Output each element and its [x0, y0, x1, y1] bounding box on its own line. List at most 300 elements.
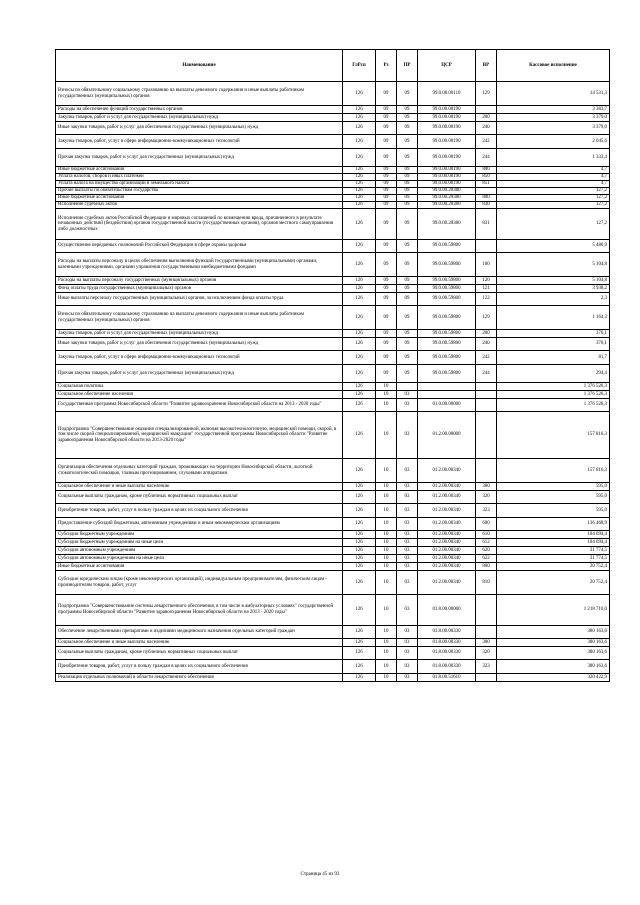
- cell-amount: 1 376 526,3: [497, 399, 610, 412]
- cell-amount: 104 694,4: [497, 539, 610, 547]
- table-row: [56, 253, 610, 277]
- cell-rz: 09: [376, 174, 397, 181]
- cell-name: Иные закупки товаров, работ и услуг для обеспечения государственных (муниципальных) нужд: [56, 122, 343, 135]
- cell-name: Предоставление субсидий бюджетным, автономным учреждениям и иным некоммерческим организациям: [56, 518, 343, 531]
- cell-grs: 126: [343, 167, 376, 174]
- cell-name: Закупка товаров, работ, услуг в сфере информационно-коммуникационных технологий: [56, 135, 343, 149]
- table-row: [56, 202, 610, 209]
- cell-name: Исполнение судебных актов: [56, 202, 343, 209]
- cell-name: Прочая закупка товаров, работ и услуг для государственных (муниципальных) нужд: [56, 149, 343, 167]
- cell-pr: 09: [397, 135, 418, 149]
- cell-name: Фонд оплаты труда государственных (муниципальных) органов: [56, 285, 343, 293]
- cell-pr: 03: [397, 412, 418, 459]
- table-row: [56, 82, 610, 106]
- cell-pr: 09: [397, 277, 418, 285]
- cell-name: Расходы на выплаты персоналу в целях обеспечения выполнения функций государственными (муниципальными) органами, казенными учреждениями, органами управления государственными внебюджетными фондами: [56, 253, 343, 277]
- cell-vr: [476, 399, 497, 412]
- table-row: [56, 174, 610, 181]
- cell-rz: 10: [376, 639, 397, 647]
- table-row: [56, 626, 610, 639]
- header-pr: ПР: [397, 50, 418, 82]
- table-row: [56, 391, 610, 399]
- cell-csr: 99.0.00.59800: [418, 240, 476, 253]
- cell-amount: 4,7: [497, 181, 610, 188]
- cell-csr: 01.2.00.00000: [418, 412, 476, 459]
- cell-pr: 09: [397, 240, 418, 253]
- cell-name: Субсидии юридическим лицам (кроме некоммерческих организаций), индивидуальным предпринимателям, физическим лицам - производителям товаров, работ, услуг: [56, 571, 343, 595]
- cell-name: Субсидии бюджетным учреждениям на иные цели: [56, 539, 343, 547]
- cell-vr: 242: [476, 135, 497, 149]
- cell-name: Закупка товаров, работ и услуг для государственных (муниципальных) нужд: [56, 114, 343, 122]
- cell-pr: 03: [397, 391, 418, 399]
- cell-name: Уплата налогов, сборов и иных платежей: [56, 174, 343, 181]
- cell-grs: 126: [343, 195, 376, 202]
- cell-vr: 323: [476, 504, 497, 518]
- header-row: [56, 50, 610, 82]
- table-row: [56, 491, 610, 504]
- cell-pr: 03: [397, 674, 418, 682]
- table-row: [56, 504, 610, 518]
- cell-csr: 99.0.00.59800: [418, 277, 476, 285]
- table-row: [56, 547, 610, 555]
- cell-vr: 810: [476, 571, 497, 595]
- cell-pr: 03: [397, 539, 418, 547]
- table-row: [56, 306, 610, 330]
- table-row: [56, 167, 610, 174]
- cell-vr: [476, 412, 497, 459]
- cell-vr: [476, 383, 497, 391]
- cell-grs: 126: [343, 626, 376, 639]
- table-row: [56, 285, 610, 293]
- budget-execution-table: [55, 49, 610, 682]
- cell-amount: 5 104,8: [497, 253, 610, 277]
- cell-vr: 320: [476, 647, 497, 660]
- cell-name: Приобретение товаров, работ, услуг в пользу граждан в целях их социального обеспечения: [56, 504, 343, 518]
- cell-rz: 10: [376, 647, 397, 660]
- cell-vr: 610: [476, 531, 497, 539]
- cell-csr: 01.2.00.00340: [418, 504, 476, 518]
- cell-grs: 126: [343, 174, 376, 181]
- cell-vr: 831: [476, 209, 497, 240]
- cell-grs: 126: [343, 571, 376, 595]
- cell-vr: 620: [476, 547, 497, 555]
- cell-csr: 01.2.00.00340: [418, 491, 476, 504]
- cell-pr: 03: [397, 626, 418, 639]
- cell-rz: 10: [376, 504, 397, 518]
- cell-pr: 09: [397, 114, 418, 122]
- cell-rz: 09: [376, 149, 397, 167]
- cell-csr: 99.0.00.00190: [418, 167, 476, 174]
- cell-amount: 81,7: [497, 351, 610, 365]
- cell-amount: 127,2: [497, 209, 610, 240]
- cell-vr: 240: [476, 338, 497, 351]
- cell-amount: 1 376 526,3: [497, 383, 610, 391]
- table-row: [56, 149, 610, 167]
- cell-rz: 09: [376, 82, 397, 106]
- cell-grs: 126: [343, 547, 376, 555]
- cell-amount: 127,2: [497, 195, 610, 202]
- cell-vr: 612: [476, 539, 497, 547]
- cell-amount: 1 333,4: [497, 149, 610, 167]
- cell-rz: 10: [376, 571, 397, 595]
- cell-grs: 126: [343, 240, 376, 253]
- cell-vr: 129: [476, 82, 497, 106]
- table-row: [56, 639, 610, 647]
- table-row: [56, 674, 610, 682]
- cell-rz: 10: [376, 518, 397, 531]
- cell-rz: 10: [376, 383, 397, 391]
- cell-amount: 157 816,3: [497, 459, 610, 483]
- cell-vr: 200: [476, 330, 497, 338]
- cell-grs: 126: [343, 399, 376, 412]
- cell-name: Социальные выплаты гражданам, кроме публичных нормативных социальных выплат: [56, 491, 343, 504]
- cell-rz: 09: [376, 167, 397, 174]
- cell-vr: 244: [476, 365, 497, 383]
- cell-pr: 03: [397, 518, 418, 531]
- cell-csr: 99.0.00.00190: [418, 106, 476, 114]
- cell-pr: 09: [397, 106, 418, 114]
- cell-grs: 126: [343, 518, 376, 531]
- cell-amount: 595,0: [497, 504, 610, 518]
- cell-grs: 126: [343, 306, 376, 330]
- table-row: [56, 122, 610, 135]
- cell-rz: 09: [376, 277, 397, 285]
- cell-csr: 99.0.00.20380: [418, 188, 476, 195]
- cell-vr: [476, 626, 497, 639]
- cell-grs: 126: [343, 330, 376, 338]
- cell-grs: 126: [343, 647, 376, 660]
- cell-rz: 09: [376, 330, 397, 338]
- table-row: [56, 563, 610, 571]
- cell-csr: 99.0.00.59800: [418, 338, 476, 351]
- cell-rz: 09: [376, 195, 397, 202]
- cell-pr: 09: [397, 365, 418, 383]
- cell-pr: 03: [397, 555, 418, 563]
- cell-csr: 99.0.00.00190: [418, 135, 476, 149]
- table-row: [56, 660, 610, 674]
- cell-amount: 380 163,6: [497, 647, 610, 660]
- cell-rz: 09: [376, 188, 397, 195]
- cell-grs: 126: [343, 563, 376, 571]
- cell-grs: 126: [343, 351, 376, 365]
- cell-amount: 2,3: [497, 293, 610, 306]
- header-grs: ГлРсп: [343, 50, 376, 82]
- cell-amount: 595,0: [497, 483, 610, 491]
- cell-csr: 99.0.00.20380: [418, 195, 476, 202]
- cell-vr: 800: [476, 167, 497, 174]
- cell-name: Обеспечение лекарственными препаратами и изделиями медицинского назначения отдельных категорий граждан: [56, 626, 343, 639]
- cell-amount: 595,0: [497, 491, 610, 504]
- cell-amount: 380 163,6: [497, 639, 610, 647]
- cell-rz: 09: [376, 122, 397, 135]
- cell-csr: 01.8.00.00330: [418, 647, 476, 660]
- cell-vr: 800: [476, 195, 497, 202]
- cell-grs: 126: [343, 114, 376, 122]
- cell-grs: 126: [343, 491, 376, 504]
- cell-vr: [476, 674, 497, 682]
- cell-name: Закупка товаров, работ, услуг в сфере информационно-коммуникационных технологий: [56, 351, 343, 365]
- cell-csr: 99.0.00.20380: [418, 209, 476, 240]
- cell-pr: 09: [397, 167, 418, 174]
- cell-rz: 10: [376, 547, 397, 555]
- cell-vr: 120: [476, 277, 497, 285]
- cell-vr: [476, 595, 497, 626]
- cell-pr: 09: [397, 338, 418, 351]
- cell-vr: 129: [476, 306, 497, 330]
- cell-csr: [418, 391, 476, 399]
- cell-csr: 99.0.00.20380: [418, 202, 476, 209]
- table-row: [56, 114, 610, 122]
- cell-grs: 126: [343, 555, 376, 563]
- cell-amount: 2 045,6: [497, 135, 610, 149]
- cell-name: Прочие выплаты по обязательствам государства: [56, 188, 343, 195]
- cell-rz: 10: [376, 674, 397, 682]
- cell-grs: 126: [343, 277, 376, 285]
- cell-vr: 121: [476, 285, 497, 293]
- cell-csr: 01.8.00.00000: [418, 595, 476, 626]
- cell-amount: 294,4: [497, 365, 610, 383]
- table-row: [56, 277, 610, 285]
- cell-amount: 4,7: [497, 167, 610, 174]
- cell-amount: 380 163,6: [497, 626, 610, 639]
- cell-rz: 10: [376, 555, 397, 563]
- cell-grs: 126: [343, 595, 376, 626]
- cell-pr: 03: [397, 660, 418, 674]
- cell-amount: 320 422,9: [497, 674, 610, 682]
- cell-amount: 3 383,7: [497, 106, 610, 114]
- cell-vr: 200: [476, 114, 497, 122]
- cell-vr: 300: [476, 483, 497, 491]
- table-row: [56, 539, 610, 547]
- cell-csr: 99.0.00.00110: [418, 82, 476, 106]
- cell-pr: 03: [397, 504, 418, 518]
- page-number: Страница 45 из 93: [300, 872, 340, 877]
- cell-vr: 242: [476, 351, 497, 365]
- cell-csr: 99.0.00.00190: [418, 114, 476, 122]
- cell-csr: 99.0.00.59800: [418, 253, 476, 277]
- cell-rz: 10: [376, 483, 397, 491]
- cell-vr: 851: [476, 181, 497, 188]
- cell-name: Расходы на обеспечение функций государственных органов: [56, 106, 343, 114]
- cell-pr: 03: [397, 571, 418, 595]
- cell-grs: 126: [343, 391, 376, 399]
- table-row: [56, 412, 610, 459]
- cell-grs: 126: [343, 209, 376, 240]
- cell-amount: 136 468,9: [497, 518, 610, 531]
- cell-csr: 01.8.00.51610: [418, 674, 476, 682]
- cell-rz: 09: [376, 338, 397, 351]
- cell-name: Социальное обеспечение и иные выплаты населению: [56, 483, 343, 491]
- cell-name: Иные бюджетные ассигнования: [56, 195, 343, 202]
- table-row: [56, 595, 610, 626]
- cell-name: Приобретение товаров, работ, услуг в пользу граждан в целях их социального обеспечения: [56, 660, 343, 674]
- cell-amount: 3 379,0: [497, 122, 610, 135]
- cell-pr: 03: [397, 547, 418, 555]
- cell-rz: 10: [376, 626, 397, 639]
- cell-vr: 850: [476, 174, 497, 181]
- cell-name: Иные бюджетные ассигнования: [56, 167, 343, 174]
- cell-pr: 03: [397, 639, 418, 647]
- cell-rz: 09: [376, 365, 397, 383]
- cell-pr: 09: [397, 285, 418, 293]
- cell-name: Социальная политика: [56, 383, 343, 391]
- cell-csr: 01.2.00.00340: [418, 539, 476, 547]
- cell-pr: 09: [397, 188, 418, 195]
- cell-amount: 1 218 710,0: [497, 595, 610, 626]
- table-row: [56, 209, 610, 240]
- cell-vr: 323: [476, 660, 497, 674]
- cell-vr: 800: [476, 563, 497, 571]
- cell-pr: 09: [397, 202, 418, 209]
- cell-vr: 122: [476, 293, 497, 306]
- cell-csr: 01.2.00.00340: [418, 531, 476, 539]
- cell-rz: 10: [376, 399, 397, 412]
- cell-rz: 10: [376, 531, 397, 539]
- cell-pr: 03: [397, 563, 418, 571]
- cell-amount: 5 104,8: [497, 277, 610, 285]
- cell-rz: 10: [376, 563, 397, 571]
- cell-grs: 126: [343, 338, 376, 351]
- cell-amount: 376,1: [497, 330, 610, 338]
- cell-rz: 09: [376, 135, 397, 149]
- cell-vr: [476, 391, 497, 399]
- cell-grs: 126: [343, 202, 376, 209]
- cell-name: Субсидии автономным учреждениям: [56, 547, 343, 555]
- cell-name: Организация обеспечения отдельных категорий граждан, проживающих на территории Новосибирской области, льготной стоматологической помощью, глазным протезированием, слуховыми аппаратами: [56, 459, 343, 483]
- cell-name: Иные выплаты персоналу государственных (муниципальных) органов, за исключением фонда оплаты труда: [56, 293, 343, 306]
- cell-grs: 126: [343, 82, 376, 106]
- cell-rz: 10: [376, 595, 397, 626]
- cell-csr: 01.0.00.00000: [418, 399, 476, 412]
- cell-name: Субсидии бюджетным учреждениям: [56, 531, 343, 539]
- table-row: [56, 383, 610, 391]
- cell-vr: [476, 106, 497, 114]
- cell-grs: 126: [343, 639, 376, 647]
- table-row: [56, 647, 610, 660]
- cell-amount: 31 774,5: [497, 547, 610, 555]
- table-body: [56, 82, 610, 682]
- cell-amount: 376,1: [497, 338, 610, 351]
- cell-name: Иные бюджетные ассигнования: [56, 563, 343, 571]
- cell-grs: 126: [343, 285, 376, 293]
- cell-pr: 09: [397, 253, 418, 277]
- cell-csr: 99.0.00.59800: [418, 365, 476, 383]
- cell-grs: 126: [343, 149, 376, 167]
- cell-pr: 09: [397, 351, 418, 365]
- cell-rz: 10: [376, 391, 397, 399]
- cell-name: Исполнение судебных актов Российской Федерации и мировых соглашений по возмещению вреда, причиненного в результате незаконных действий (бездействия) органов государственной власти (государственных органов), органов местного самоуправления либо должностных: [56, 209, 343, 240]
- cell-csr: 01.2.00.00340: [418, 547, 476, 555]
- cell-vr: 622: [476, 555, 497, 563]
- cell-amount: 1 164,3: [497, 306, 610, 330]
- header-name: Наименование: [56, 50, 343, 82]
- cell-csr: 01.8.00.00330: [418, 626, 476, 639]
- cell-vr: 244: [476, 149, 497, 167]
- cell-pr: 03: [397, 531, 418, 539]
- cell-amount: 3 938,2: [497, 285, 610, 293]
- cell-rz: 09: [376, 306, 397, 330]
- table-row: [56, 293, 610, 306]
- table-row: [56, 351, 610, 365]
- cell-name: Взносы по обязательному социальному страхованию на выплаты денежного содержания и иные выплаты работникам государственных (муниципальных) органов: [56, 82, 343, 106]
- cell-rz: 10: [376, 459, 397, 483]
- cell-csr: 01.8.00.00330: [418, 639, 476, 647]
- cell-csr: 01.2.00.00340: [418, 483, 476, 491]
- cell-name: Субсидии автономным учреждениям на иные цели: [56, 555, 343, 563]
- table-row: [56, 188, 610, 195]
- cell-grs: 126: [343, 365, 376, 383]
- table-row: [56, 555, 610, 563]
- cell-rz: 09: [376, 240, 397, 253]
- cell-pr: 09: [397, 293, 418, 306]
- cell-vr: 240: [476, 122, 497, 135]
- cell-grs: 126: [343, 539, 376, 547]
- table-row: [56, 518, 610, 531]
- cell-vr: [476, 459, 497, 483]
- cell-grs: 126: [343, 383, 376, 391]
- cell-name: Социальное обеспечение населения: [56, 391, 343, 399]
- cell-csr: 99.0.00.00190: [418, 122, 476, 135]
- cell-name: Социальные выплаты гражданам, кроме публичных нормативных социальных выплат: [56, 647, 343, 660]
- cell-grs: 126: [343, 253, 376, 277]
- cell-grs: 126: [343, 122, 376, 135]
- cell-pr: 09: [397, 209, 418, 240]
- table-row: [56, 459, 610, 483]
- cell-vr: 100: [476, 253, 497, 277]
- table-row: [56, 106, 610, 114]
- cell-csr: 01.2.00.00340: [418, 571, 476, 595]
- cell-amount: 4,7: [497, 174, 610, 181]
- cell-csr: 01.8.00.00330: [418, 660, 476, 674]
- cell-grs: 126: [343, 504, 376, 518]
- cell-csr: 99.0.00.00190: [418, 174, 476, 181]
- cell-name: Подпрограмма "Совершенствование системы лекарственного обеспечения, в том числе в амбулаторных условиях" государственной программы Новосибирской области "Развитие здравоохранения Новосибирской области на 2013 - 2020 годы": [56, 595, 343, 626]
- cell-pr: 03: [397, 399, 418, 412]
- cell-csr: 01.2.00.00340: [418, 459, 476, 483]
- cell-pr: 03: [397, 491, 418, 504]
- cell-vr: [476, 188, 497, 195]
- cell-vr: 830: [476, 202, 497, 209]
- cell-pr: 03: [397, 647, 418, 660]
- cell-vr: 320: [476, 491, 497, 504]
- cell-name: Закупка товаров, работ и услуг для государственных (муниципальных) нужд: [56, 330, 343, 338]
- cell-name: Расходы на выплаты персоналу государственных (муниципальных) органов: [56, 277, 343, 285]
- cell-amount: 127,2: [497, 202, 610, 209]
- cell-rz: 10: [376, 412, 397, 459]
- cell-grs: 126: [343, 412, 376, 459]
- cell-name: Прочая закупка товаров, работ и услуг для государственных (муниципальных) нужд: [56, 365, 343, 383]
- cell-grs: 126: [343, 188, 376, 195]
- cell-amount: 127,2: [497, 188, 610, 195]
- cell-pr: 03: [397, 483, 418, 491]
- table-row: [56, 571, 610, 595]
- cell-rz: 10: [376, 491, 397, 504]
- cell-csr: 01.2.00.00340: [418, 555, 476, 563]
- cell-amount: 104 694,4: [497, 531, 610, 539]
- cell-name: Взносы по обязательному социальному страхованию на выплаты денежного содержания и иные выплаты работникам государственных (муниципальных) органов: [56, 306, 343, 330]
- cell-rz: 09: [376, 293, 397, 306]
- cell-amount: 20 752,4: [497, 571, 610, 595]
- cell-csr: 99.0.00.59800: [418, 293, 476, 306]
- cell-csr: 99.0.00.00190: [418, 181, 476, 188]
- cell-amount: 157 816,3: [497, 412, 610, 459]
- cell-rz: 10: [376, 660, 397, 674]
- table-row: [56, 365, 610, 383]
- header-csr: ЦСР: [418, 50, 476, 82]
- cell-rz: 09: [376, 114, 397, 122]
- cell-rz: 09: [376, 181, 397, 188]
- cell-pr: 09: [397, 122, 418, 135]
